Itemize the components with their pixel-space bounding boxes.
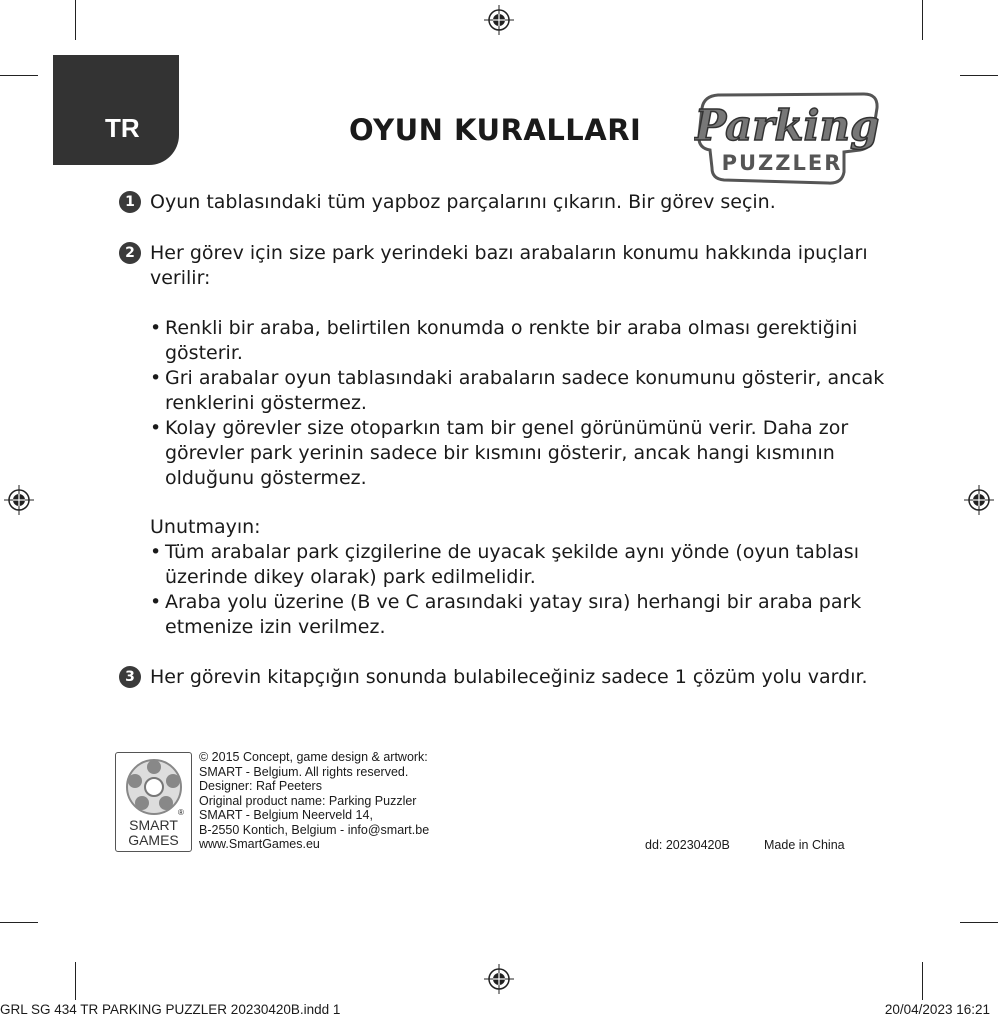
step-2-text: verilir: <box>150 267 211 289</box>
bullet-icon: • <box>150 417 162 439</box>
step-number-badge: 3 <box>119 666 141 688</box>
bullet-icon: • <box>150 591 162 613</box>
bullet-icon: • <box>150 317 162 339</box>
step-3-text: Her görevin kitapçığın sonunda bulabileceğiniz sadece 1 çözüm yolu vardır. <box>150 666 868 688</box>
credit-line: Original product name: Parking Puzzler <box>199 793 417 808</box>
smart-games-emblem-icon <box>122 757 186 817</box>
brand-line2: GAMES <box>128 832 179 848</box>
crop-mark <box>75 0 76 40</box>
logo-line2: PUZZLER <box>721 151 843 175</box>
registration-mark-icon <box>964 485 994 515</box>
step-1-text: Oyun tablasındaki tüm yapboz parçalarını çıkarın. Bir görev seçin. <box>150 191 776 213</box>
made-in: Made in China <box>764 838 845 852</box>
crop-mark <box>960 75 998 76</box>
bullet-icon: • <box>150 541 162 563</box>
credit-line: www.SmartGames.eu <box>199 837 320 851</box>
registration-mark-icon <box>484 5 514 35</box>
remember-heading: Unutmayın: <box>150 516 261 538</box>
slug-date: 20/04/2023 16:21 <box>884 1002 990 1017</box>
language-tab-label: TR <box>105 113 140 143</box>
crop-mark <box>0 75 38 76</box>
bullet-icon: • <box>150 367 162 389</box>
step-2-text: Her görev için size park yerindeki bazı arabaların konumu hakkında ipuçları <box>150 242 868 264</box>
credit-line: SMART - Belgium. All rights reserved. <box>199 764 409 779</box>
crop-mark <box>922 962 923 1000</box>
step-number-badge: 1 <box>119 191 141 213</box>
step-number-badge: 2 <box>119 242 141 264</box>
dd-code: dd: 20230420B <box>645 838 730 852</box>
registration-mark-icon <box>484 964 514 994</box>
crop-mark <box>0 922 38 923</box>
credit-line: Designer: Raf Peeters <box>199 779 322 793</box>
logo-line1: Parking <box>694 101 880 150</box>
credit-line: B-2550 Kontich, Belgium - info@smart.be <box>199 822 430 837</box>
crop-mark <box>75 962 76 1000</box>
page-title: OYUN KURALLARI <box>349 113 642 147</box>
smart-games-logo <box>115 752 192 852</box>
credit-line: SMART - Belgium Neerveld 14, <box>199 808 373 822</box>
crop-mark <box>960 922 998 923</box>
credits-block <box>199 750 429 852</box>
credit-line: © 2015 Concept, game design & artwork: <box>199 750 428 764</box>
parking-puzzler-logo <box>694 90 880 186</box>
crop-mark <box>922 0 923 40</box>
language-tab <box>53 55 179 165</box>
slug-file: GRL SG 434 TR PARKING PUZZLER 20230420B.indd 1 <box>0 1002 341 1017</box>
smart-reg-mark: ® <box>178 808 184 817</box>
brand-line1: SMART <box>129 817 178 833</box>
registration-mark-icon <box>4 485 34 515</box>
